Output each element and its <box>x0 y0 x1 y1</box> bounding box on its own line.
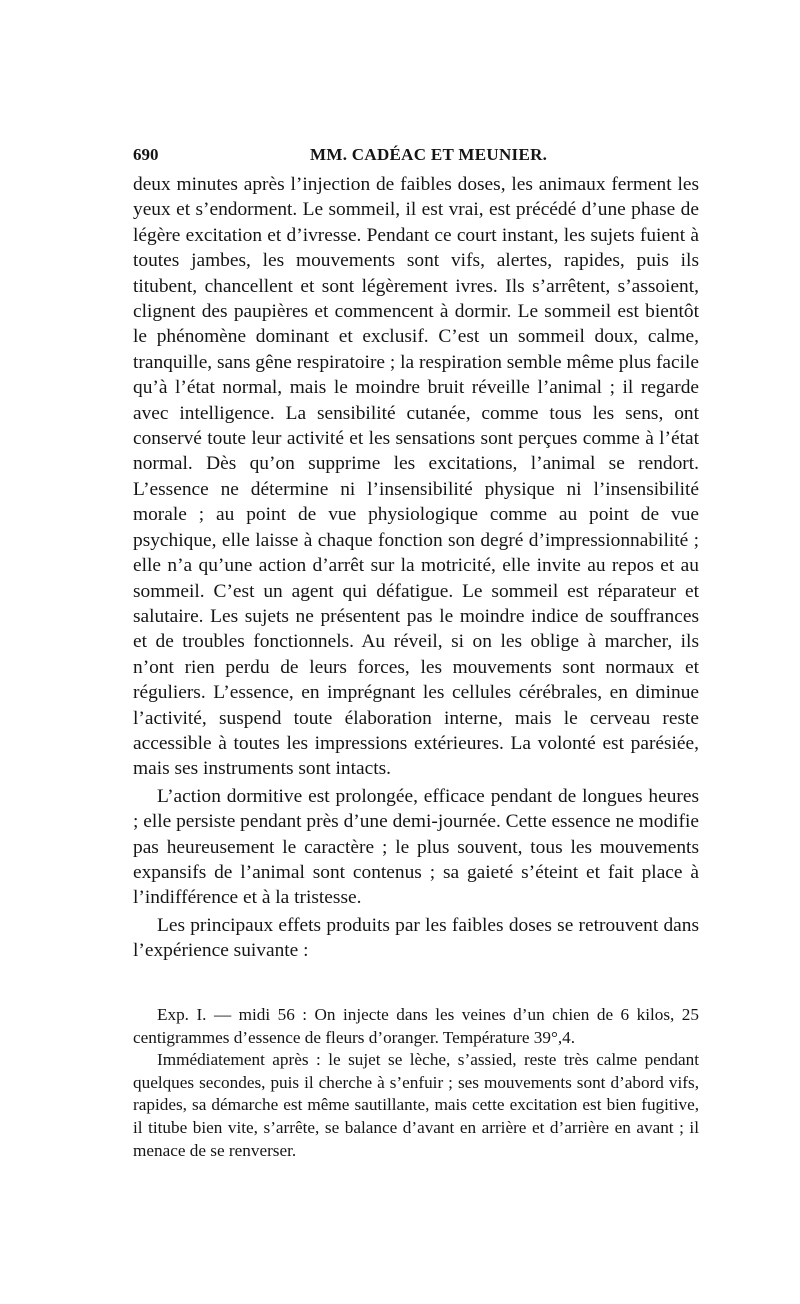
experiment-notes <box>133 1004 699 1162</box>
paragraph-dormitive-action: L’action dormitive est prolongée, efficace pendant de longues heures ; elle persiste pendant près d’une demi-journée. Cette essence ne modifie pas heureusement le caractère ; le plus souvent, tous les mouvements expansifs de l’animal sont contenus ; sa gaieté s’éteint et fait place à l’indifférence et à la tristesse. <box>133 785 699 909</box>
page-header <box>133 145 699 169</box>
running-title: MM. CADÉAC ET MEUNIER. <box>310 145 548 164</box>
experiment-entry: Exp. I. — midi 56 : On injecte dans les veines d’un chien de 6 kilos, 25 centigrammes d’essence de fleurs d’oranger. Température 39°,4. <box>133 1005 699 1047</box>
body-text <box>133 172 699 964</box>
page-number: 690 <box>133 145 159 164</box>
experiment-observation: Immédiatement après : le sujet se lèche, s’assied, reste très calme pendant quelques secondes, puis il cherche à s’enfuir ; ses mouvements sont d’abord vifs, rapides, sa démarche est même sautillante, mais cette excitation est bien fugitive, il titube bien vite, s’arrête, se balance d’avant en arrière et d’arrière en avant ; il menace de se renverser. <box>133 1050 699 1160</box>
paragraph-experiment-intro: Les principaux effets produits par les faibles doses se retrouvent dans l’expérience suivante : <box>133 914 699 962</box>
paragraph-continued: deux minutes après l’injection de faibles doses, les animaux ferment les yeux et s’endorment. Le sommeil, il est vrai, est précédé d’une phase de légère excitation et d’ivresse. Pendant ce court instant, les sujets fuient à toutes jambes, les mouvements sont vifs, alertes, rapides, puis ils titubent, chancellent et sont légèrement ivres. Ils s’arrêtent, s’assoient, clignent des paupières et commencent à dormir. Le sommeil est bientôt le phénomène dominant et exclusif. C’est un sommeil doux, calme, tranquille, sans gêne respiratoire ; la respiration semble même plus facile qu’à l’état normal, mais le moindre bruit réveille l’animal ; il regarde avec intelligence. La sensibilité cutanée, comme tous les sens, ont conservé toute leur activité et les sensations sont perçues comme à l’état normal. Dès qu’on supprime les excitations, l’animal se rendort. L’essence ne détermine ni l’insensibilité physique ni l’insensibilité morale ; au point de vue physiologique comme au point de vue psychique, elle laisse à chaque fonction son degré d’impressionnabilité ; elle n’a qu’une action d’arrêt sur la motricité, elle invite au repos et au sommeil. C’est un agent qui défatigue. Le sommeil est réparateur et salutaire. Les sujets ne présentent pas le moindre indice de souffrances et de troubles fonctionnels. Au réveil, si on les oblige à marcher, ils n’ont rien perdu de leurs forces, les mouvements sont normaux et réguliers. L’essence, en imprégnant les cellules cérébrales, en diminue l’activité, suspend toute élaboration interne, mais le cerveau reste accessible à toutes les impressions extérieures. La volonté est parésiée, mais ses instruments sont intacts. <box>133 174 699 780</box>
